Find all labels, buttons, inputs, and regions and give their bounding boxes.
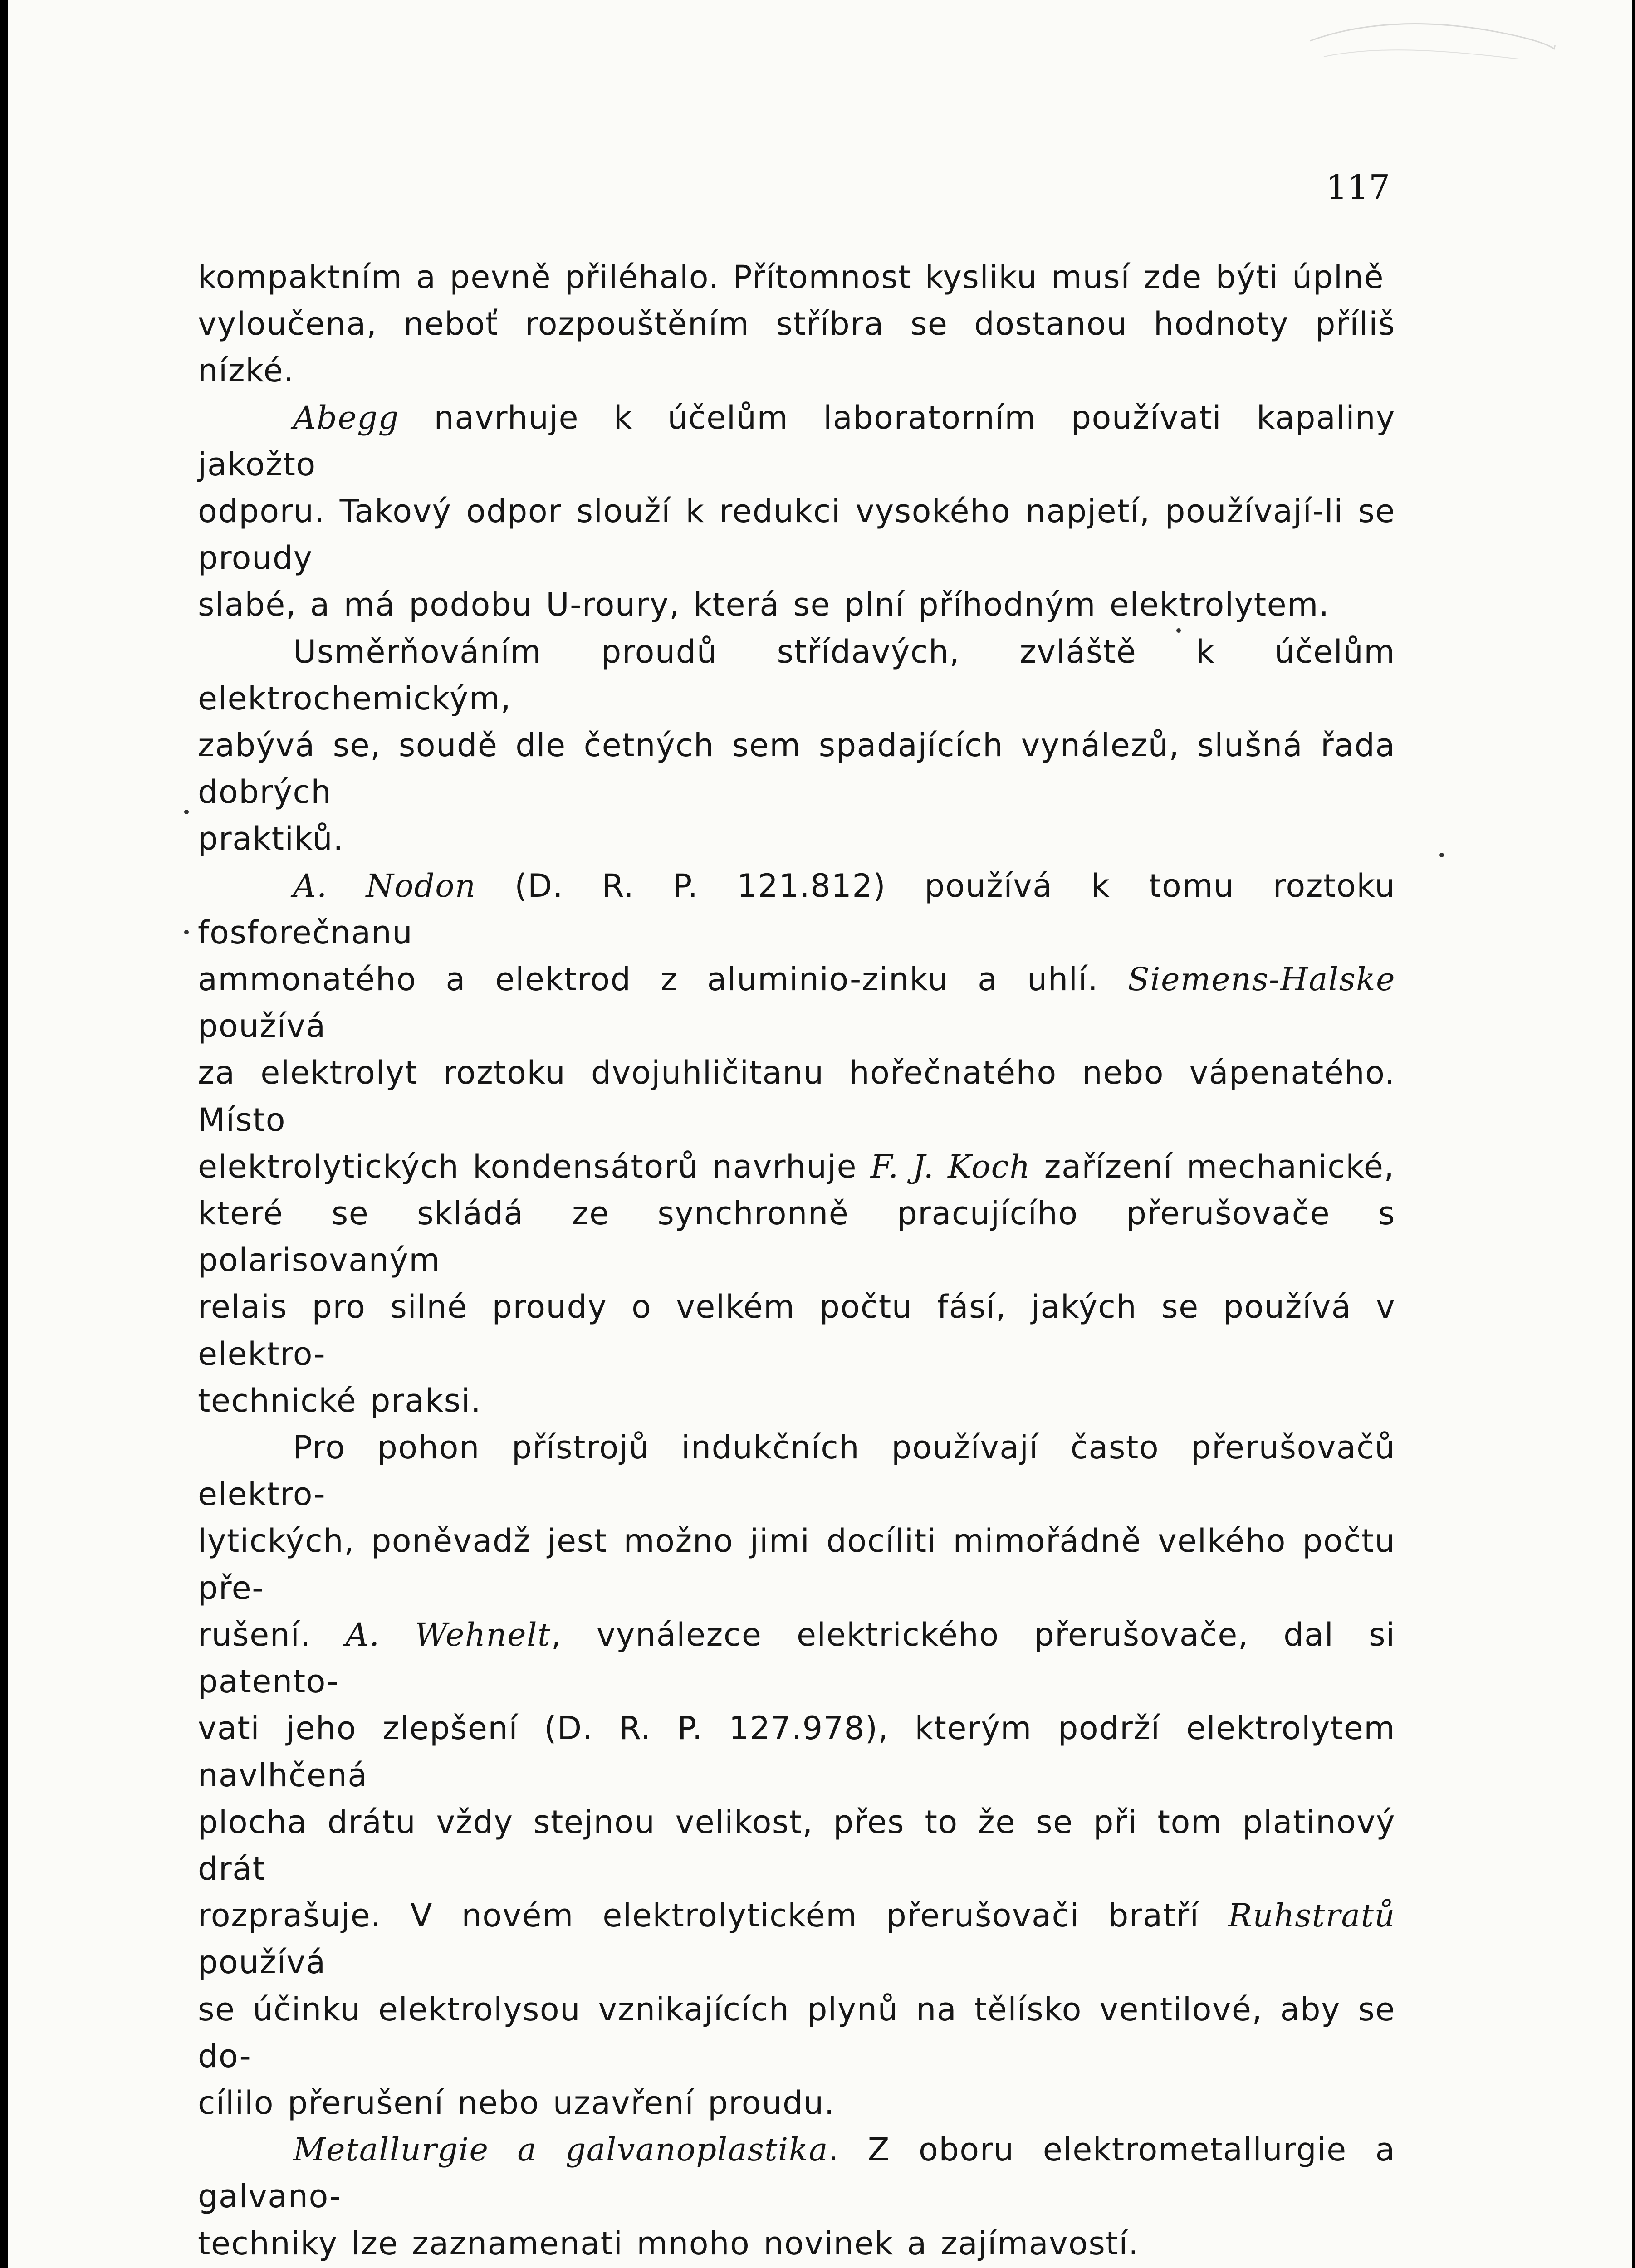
text-line: rušení. A. Wehnelt, vynálezce elektrického přerušovače, dal si patento- — [198, 1616, 1395, 1701]
text-line: cílilo přerušení nebo uzavření proudu. — [198, 2084, 835, 2121]
text-line: kompaktním a pevně přiléhalo. Přítomnost kysliku musí zde býti úplně — [198, 259, 1385, 296]
paragraph-interrupters — [198, 1424, 1395, 2126]
text-line: vyloučena, neboť rozpouštěním stříbra se dostanou hodnoty příliš nízké. — [198, 305, 1395, 390]
scan-speck — [184, 810, 189, 814]
text-line: Usměrňováním proudů střídavých, zvláště k účelům elektrochemickým, — [198, 633, 1395, 717]
text-line: plocha drátu vždy stejnou velikost, přes to že se při tom platinový drát — [198, 1803, 1395, 1887]
text-line: techniky lze zaznamenati mnoho novinek a zajímavostí. — [198, 2224, 1139, 2262]
text-line: zabývá se, soudě dle četných sem spadajících vynálezů, slušná řada dobrých — [198, 727, 1395, 811]
text-line: se účinku elektrolysou vznikajících plynů na tělísko ventilové, aby se do- — [198, 1990, 1395, 2075]
text-line: A. Nodon (D. R. P. 121.812) používá k tomu roztoku fosforečnanu — [198, 867, 1395, 951]
paragraph-rectification — [198, 629, 1395, 863]
text-line: praktiků. — [198, 820, 344, 858]
text-line: elektrolytických kondensátorů navrhuje F. J. Koch zařízení mechanické, — [198, 1148, 1395, 1185]
text-line: které se skládá ze synchronně pracujícího přerušovače s polarisovaným — [198, 1195, 1395, 1279]
text-line: rozprašuje. V novém elektrolytickém přerušovači bratří Ruhstratů používá — [198, 1897, 1395, 1981]
text-line: slabé, a má podobu U-roury, která se plní příhodným elektrolytem. — [198, 586, 1330, 624]
text-line: odporu. Takový odpor slouží k redukci vysokého napjetí, používají-li se proudy — [198, 493, 1395, 577]
text-line: Metallurgie a galvanoplastika. Z oboru elektrometallurgie a galvano- — [198, 2131, 1396, 2215]
paragraph-nodon — [198, 863, 1395, 1424]
text-line: vati jeho zlepšení (D. R. P. 127.978), kterým podrží elektrolytem navlhčená — [198, 1710, 1395, 1794]
paragraph-metallurgy-heading — [198, 2126, 1395, 2267]
text-line: Abegg navrhuje k účelům laboratorním používati kapaliny jakožto — [198, 399, 1395, 483]
page-number: 117 — [1326, 168, 1390, 207]
scan-speck — [1439, 853, 1444, 857]
body-text — [198, 254, 1395, 2268]
paragraph-oxygen — [198, 254, 1395, 395]
scan-smudge-graphic — [1306, 14, 1560, 73]
text-line: za elektrolyt roztoku dvojuhličitanu hořečnatého nebo vápenatého. Místo — [198, 1054, 1395, 1139]
paragraph-abegg — [198, 395, 1395, 629]
text-line: technické praksi. — [198, 1382, 482, 1419]
text-line: relais pro silné proudy o velkém počtu fásí, jakých se používá v elektro- — [198, 1288, 1395, 1373]
text-line: lytických, poněvadž jest možno jimi docíliti mimořádně velkého počtu pře- — [198, 1522, 1395, 1607]
text-line: Pro pohon přístrojů indukčních používají často přerušovačů elektro- — [198, 1429, 1395, 1513]
scan-speck — [1176, 628, 1181, 633]
scan-speck — [184, 930, 189, 934]
text-line: ammonatého a elektrod z aluminio-zinku a uhlí. Siemens-Halske používá — [198, 961, 1395, 1045]
scanned-page — [8, 0, 1632, 2268]
